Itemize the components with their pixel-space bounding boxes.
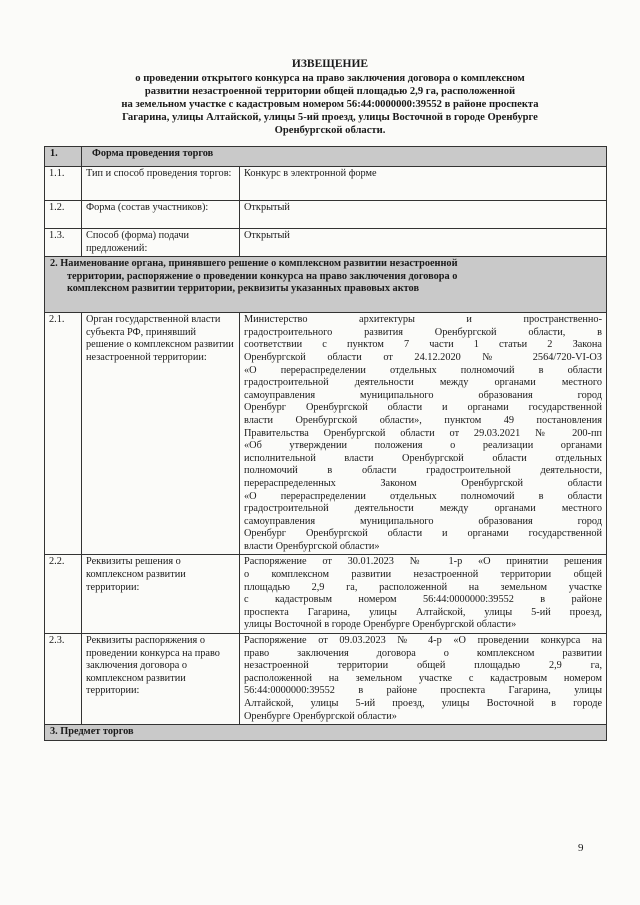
row-value-line: градостроительной деятельности между органами местного: [244, 503, 603, 515]
table-row-1-3: [45, 229, 607, 257]
notice-table: [44, 146, 607, 741]
row-value-line: полномочий в области градостроительной деятельности,: [244, 465, 603, 477]
row-value-line: улицы Восточной в городе Оренбурге Оренбургской области»: [244, 619, 517, 631]
row-value-line: перераспределенных Законом Оренбургской области: [244, 477, 603, 489]
row-number: 2.1.: [45, 313, 82, 555]
row-value-line: Оренбургской области от 24.12.2020 № 2564/720-VI-ОЗ: [244, 351, 603, 363]
row-value-line: «Об утверждении положения о реализации органами: [244, 440, 603, 452]
row-value-line: Оренбурге Оренбургской области»: [244, 710, 397, 722]
row-value-line: «О перераспределении отдельных полномочий в области: [244, 364, 603, 376]
section-row-1: [45, 147, 607, 167]
section-number: 1.: [45, 147, 82, 167]
row-value-line: проспекта Гагарина, улицы Алтайской, улицы 5-ий проезд,: [244, 606, 603, 618]
row-value-line: Оренбург Оренбургской области и органами государственной: [244, 528, 603, 540]
section-title-line: 2. Наименование органа, принявшего решение о комплексном развитии незастроенной: [50, 258, 458, 270]
row-value: Открытый: [240, 201, 607, 229]
row-value-line: незастроенной территории общей площадью 2,9 га,: [244, 660, 603, 672]
row-value: [240, 634, 607, 725]
row-value-line: Оренбург Оренбургской области и органами государственной: [244, 402, 603, 414]
row-value: [240, 555, 607, 634]
row-value-line: 56:44:0000000:39552 в районе проспекта Гагарина, улицы: [244, 685, 603, 697]
table-row-1-1: [45, 167, 607, 201]
row-label: Орган государственной власти субъекта РФ, принявший решение о комплексном развитии незастроенной территории:: [82, 313, 240, 555]
table-row-2-3: [45, 634, 607, 725]
notice-subtitle-line: Оренбургской области.: [274, 125, 386, 136]
row-label: Тип и способ проведения торгов:: [82, 167, 240, 201]
row-number: 1.2.: [45, 201, 82, 229]
row-value-line: градостроительной деятельности между органами местного: [244, 377, 603, 389]
notice-subtitle-line: развитии незастроенной территории общей площадью 2,9 га, расположенной: [144, 86, 516, 97]
row-value-line: власти Оренбургской области»: [244, 540, 380, 552]
table-row-1-2: [45, 201, 607, 229]
row-value-line: Алтайской, улицы 5-ий проезд, улицы Восточной в городе: [244, 698, 603, 709]
notice-subtitle-line: на земельном участке с кадастровым номером 56:44:0000000:39552 в районе проспекта: [121, 99, 539, 110]
table-row-2-2: [45, 555, 607, 634]
row-number: 1.1.: [45, 167, 82, 201]
section-title: 3. Предмет торгов: [45, 725, 607, 741]
row-number: 2.2.: [45, 555, 82, 634]
row-value-line: Правительства Оренбургской области от 29.03.2021 № 200-пп: [244, 427, 603, 439]
notice-title-block: [60, 58, 600, 137]
row-value-line: расположенной на земельном участке с кадастровым номером: [244, 672, 603, 684]
page-number: 9: [578, 842, 584, 854]
row-value-line: исполнительной власти Оренбургской области отдельных: [244, 452, 603, 464]
row-value-line: Распоряжение от 30.01.2023 № 1-р «О принятии решения: [244, 556, 603, 568]
row-value: Открытый: [240, 229, 607, 257]
table-row-2-1: [45, 313, 607, 555]
row-value-line: Распоряжение от 09.03.2023 № 4-р «О проведении конкурса на: [244, 635, 603, 647]
row-label: Реквизиты решения о комплексном развитии территории:: [82, 555, 240, 634]
row-value-line: градостроительного развития Оренбургской области, в: [244, 326, 603, 338]
section-row-2: [45, 257, 607, 313]
row-number: 1.3.: [45, 229, 82, 257]
notice-subtitle-line: о проведении открытого конкурса на право заключения договора о комплексном: [135, 73, 525, 84]
row-value: [240, 313, 607, 555]
row-value-line: соответствии с пунктом 7 части 1 статьи 2 Закона: [244, 339, 603, 351]
section-row-3: [45, 725, 607, 741]
section-title-line: комплексном развитии территории, реквизиты указанных правовых актов: [67, 283, 420, 295]
row-value-line: о комплексном развитии незастроенной территории общей: [244, 569, 603, 581]
row-label: Реквизиты распоряжения о проведении конкурса на право заключения договора о комплексном развитии территории:: [82, 634, 240, 725]
row-value-line: самоуправления муниципального образования город: [244, 515, 603, 527]
row-value: Конкурс в электронной форме: [240, 167, 607, 201]
row-number: 2.3.: [45, 634, 82, 725]
notice-subtitle-line: Гагарина, улицы Алтайской, улицы 5-ий проезд, улицы Восточной в городе Оренбурге: [122, 112, 538, 123]
section-title: [45, 257, 607, 313]
row-label: Способ (форма) подачи предложений:: [82, 229, 240, 257]
row-value-line: право заключения договора о комплексном развитии: [244, 647, 603, 659]
row-value-line: площадью 2,9 га, расположенной на земельном участке: [244, 581, 603, 593]
row-value-line: Министерство архитектуры и пространственно-: [244, 314, 603, 326]
notice-title: ИЗВЕЩЕНИЕ: [291, 58, 369, 70]
row-label: Форма (состав участников):: [82, 201, 240, 229]
row-value-line: с кадастровым номером 56:44:0000000:39552 в районе: [244, 594, 603, 606]
section-title: Форма проведения торгов: [82, 147, 607, 167]
row-value-line: самоуправления муниципального образования город: [244, 389, 603, 401]
section-title-line: территории, распоряжение о проведении конкурса на право заключения договора о: [67, 270, 458, 282]
row-value-line: «О перераспределении отдельных полномочий в области: [244, 490, 603, 502]
row-value-line: власти Оренбургской области», пунктом 49 постановления: [244, 414, 603, 426]
